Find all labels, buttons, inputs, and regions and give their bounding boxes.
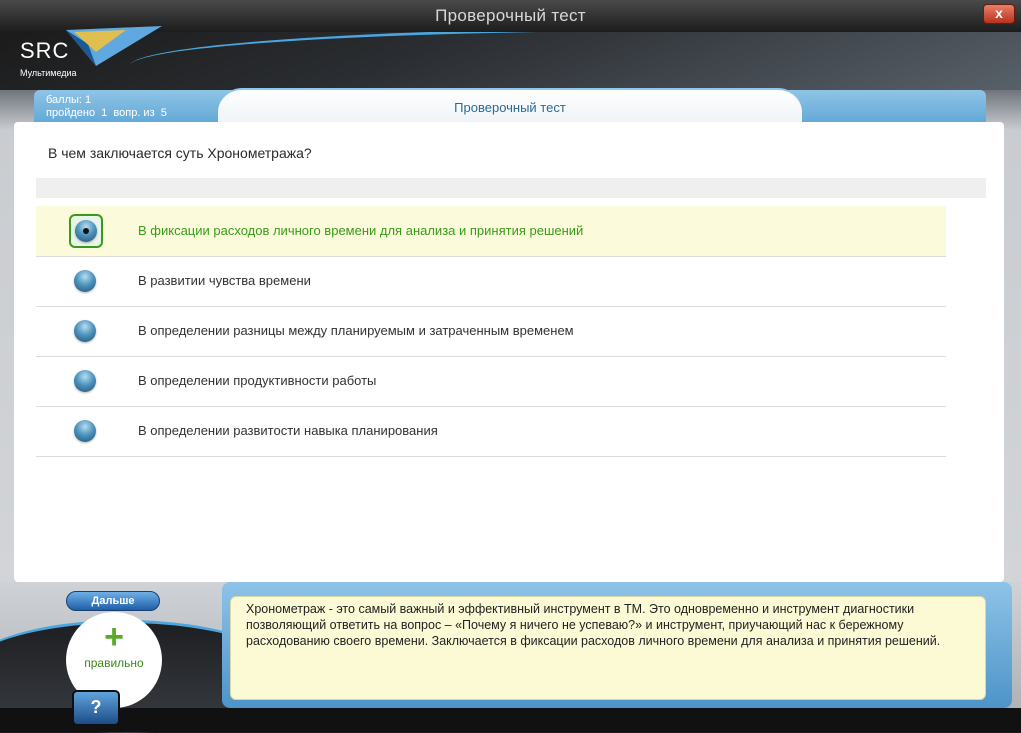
- radio-button-icon[interactable]: [74, 370, 96, 392]
- answer-option-5[interactable]: [36, 406, 946, 457]
- logo: [14, 34, 164, 80]
- close-button[interactable]: x: [983, 4, 1015, 24]
- radio-button-icon[interactable]: [74, 270, 96, 292]
- score-text: баллы: 1: [46, 94, 92, 106]
- answer-label: В развитии чувства времени: [138, 273, 311, 288]
- answer-label: В определении развитости навыка планирования: [138, 423, 438, 438]
- logo-subtitle: Мультимедиа: [20, 68, 77, 78]
- answer-label: В определении разницы между планируемым и затраченным временем: [138, 323, 574, 338]
- next-button[interactable]: Дальше: [66, 591, 160, 611]
- answer-option-3[interactable]: [36, 306, 946, 357]
- logo-triangle-icon: [66, 26, 166, 70]
- question-text: В чем заключается суть Хронометража?: [48, 145, 312, 161]
- answer-option-4[interactable]: [36, 356, 946, 407]
- progress-text: пройдено 1 вопр. из 5: [46, 107, 167, 119]
- feedback-text: Хронометраж - это самый важный и эффективный инструмент в ТМ. Это одновременно и инструмент диагностики позволяющий ответить на вопрос – «Почему я ничего не успеваю?» и инструмент, приучающий нас к бережному расходованию своего времени. Заключается в фиксации расходов личного времени для анализа и принятия решений.: [246, 602, 941, 648]
- window-title: Проверочный тест: [435, 6, 586, 25]
- divider-strip: [36, 178, 986, 198]
- answer-label: В фиксации расходов личного времени для анализа и принятия решений: [138, 223, 584, 238]
- result-label: правильно: [84, 656, 144, 670]
- radio-button-icon[interactable]: [74, 320, 96, 342]
- answer-option-2[interactable]: [36, 256, 946, 307]
- bottom-bar: [0, 708, 1021, 732]
- answer-label: В определении продуктивности работы: [138, 373, 377, 388]
- score-info: [46, 94, 167, 120]
- answer-option-1[interactable]: [36, 206, 946, 257]
- logo-text: SRC: [20, 38, 70, 63]
- radio-button-icon: [75, 220, 97, 242]
- radio-button-icon[interactable]: [74, 420, 96, 442]
- help-button[interactable]: ?: [72, 690, 120, 726]
- plus-icon: +: [104, 618, 124, 656]
- tab-test-label: Проверочный тест: [454, 100, 566, 115]
- radio-selected[interactable]: [69, 214, 103, 248]
